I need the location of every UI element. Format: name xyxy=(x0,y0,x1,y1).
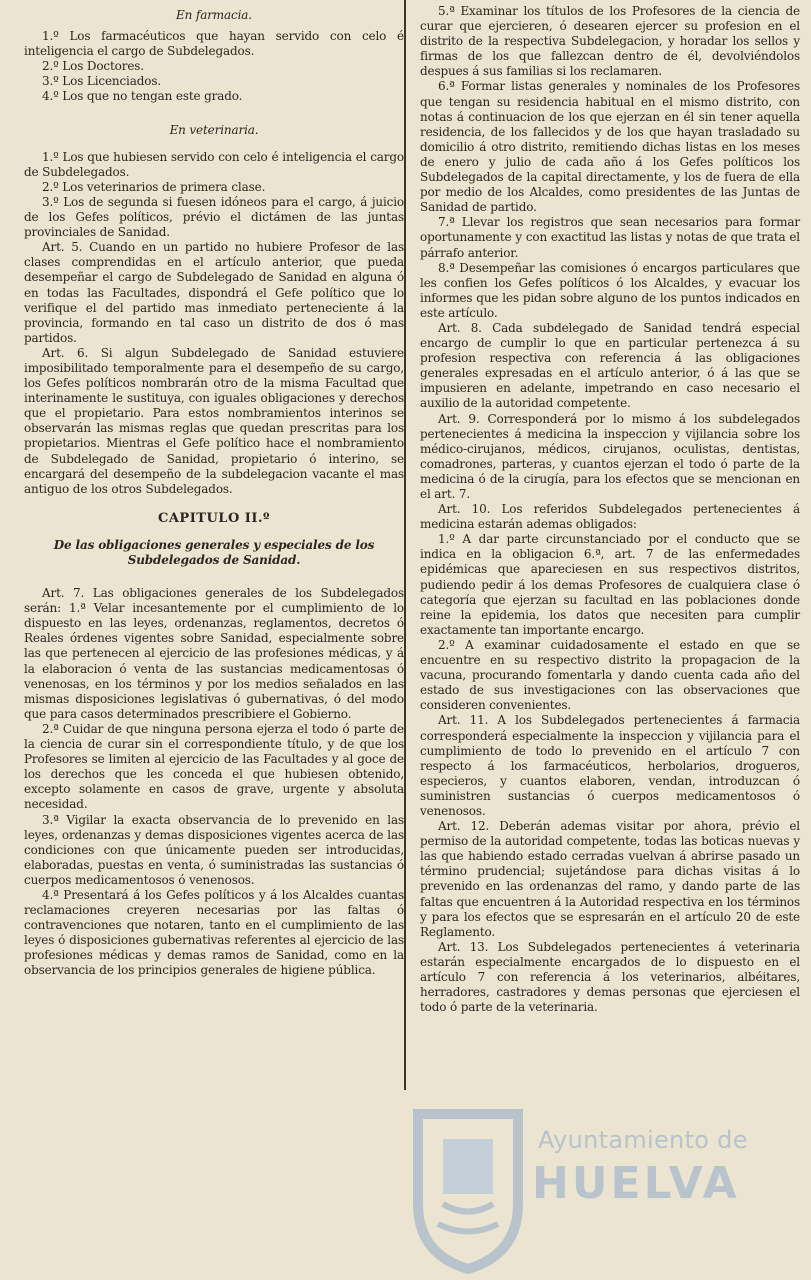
watermark-line-2: HUELVA xyxy=(532,1158,740,1209)
left-column xyxy=(24,4,404,979)
chapter-heading: CAPITULO II.º xyxy=(158,510,270,526)
chapter-subtitle: De las obligaciones generales y especiales de los Subdelegados de Sanidad. xyxy=(53,537,375,567)
article-10-item-1: 1.º A dar parte circunstanciado por el conducto que se indica en la obligacion 6.ª, art. 7 de las enfermedades epidémicas que apareciesen en sus respectivos distritos, pudiendo pedir á los demas Profesores de cualquiera clase ó categoría que ejerzan su facultad en las poblaciones donde reine la epidemia, los datos que necesiten para cumplir exactamente tan importante encargo. xyxy=(420,532,800,637)
article-10-item-2: 2.º A examinar cuidadosamente el estado en que se encuentre en su respectivo distrito la propagacion de la vacuna, procurando fomentarla y dando cuenta cada año del estado de sus investigaciones con las observaciones que consideren convenientes. xyxy=(420,637,800,713)
farmacia-item: 3.º Los Licenciados. xyxy=(42,74,162,89)
column-divider xyxy=(404,0,406,1090)
farmacia-item: 1.º Los farmacéuticos que hayan servido con celo é inteligencia el cargo de Subdelegados. xyxy=(24,29,404,59)
article-9: Art. 9. Corresponderá por lo mismo á los subdelegados pertenecientes á medicina la inspeccion y vijilancia sobre los médico-cirujanos, médicos, cirujanos, oculistas, dentistas, comadrones, parteras, y cuantos ejerzan el todo ó parte de la medicina ó de la cirugía, para los efectos que se mencionan en el art. 7. xyxy=(420,411,800,501)
article-11: Art. 11. A los Subdelegados pertenecientes á farmacia corresponderá especialmente la inspeccion y vijilancia para el cumplimiento de todo lo prevenido en el artículo 7 con respecto á los farmacéuticos, herbolarios, drogueros, especieros, y cuantos elaboren, vendan, introduzcan ó suministren sustancias ó cuerpos medicamentosos ó venenosos. xyxy=(420,713,800,818)
huelva-watermark xyxy=(398,1090,798,1280)
farmacia-heading: En farmacia. xyxy=(176,8,252,22)
article-12: Art. 12. Deberán ademas visitar por ahora, prévio el permiso de la autoridad competente, todas las boticas nuevas y las que habiendo estado cerradas vuelvan á abrirse pasado un término prudencial; sujetándose para dichas visitas á lo prevenido en las ordenanzas del ramo, y dando parte de las faltas que encuentren á la Autoridad respectiva en los términos y para los efectos que se espresarán en el artículo 20 de este Reglamento. xyxy=(420,819,800,939)
article-7-item-2: 2.ª Cuidar de que ninguna persona ejerza el todo ó parte de la ciencia de curar sin el correspondiente título, y de que los Profesores se limiten al ejercicio de las Facultades y al goce de los derechos que les conceda el que hubiesen obtenido, excepto solamente en casos de grave, urgente y absoluta necesidad. xyxy=(24,721,404,812)
watermark-line-1: Ayuntamiento de xyxy=(538,1126,748,1154)
coat-of-arms-icon xyxy=(408,1094,528,1274)
article-7-item-3: 3.ª Vigilar la exacta observancia de lo prevenido en las leyes, ordenanzas y demas disposiciones vigentes acerca de las condiciones con que únicamente pueden ser introducidas, elaboradas, puestas en venta, ó suministradas las sustancias ó cuerpos medicamentosos ó venenosos. xyxy=(24,812,404,887)
article-7-item-7: 7.ª Llevar los registros que sean necesarios para formar oportunamente y con exactitud las listas y notas de que trata el párrafo anterior. xyxy=(420,215,800,260)
veterinaria-heading: En veterinaria. xyxy=(169,122,259,137)
article-6: Art. 6. Si algun Subdelegado de Sanidad estuviere imposibilitado temporalmente para el desempeño de su cargo, los Gefes políticos nombrarán otro de la misma Facultad que interinamente le sustituya, con iguales obligaciones y derechos que el propietario. Para estos nombramientos interinos se observarán las mismas reglas que quedan prescritas para los propietarios. Mientras el Gefe político hace el nombramiento de Subdelegado de Sanidad, propietario ó interino, se encargará del desempeño de la subdelegacion vacante el mas antiguo de los otros Subdelegados. xyxy=(24,345,404,496)
article-7-item-4: 4.ª Presentará á los Gefes políticos y á los Alcaldes cuantas reclamaciones creyeren necesarias por las faltas ó contravenciones que notaren, tanto en el cumplimiento de las leyes ó disposiciones gubernativas referentes al ejercicio de las profesiones médicas y demas ramos de Sanidad, como en la observancia de los principios generales de higiene pública. xyxy=(24,887,404,978)
farmacia-item: 4.º Los que no tengan este grado. xyxy=(42,89,243,104)
veterinaria-item: 1.º Los que hubiesen servido con celo é inteligencia el cargo de Subdelegados. xyxy=(24,149,404,179)
article-5: Art. 5. Cuando en un partido no hubiere Profesor de las clases comprendidas en el artículo anterior, que pueda desempeñar el cargo de Subdelegado de Sanidad en alguna ó en todas las Facultades, dispondrá el Gefe político que lo verifique el del partido mas inmediato perteneciente á la provincia, formando en tal caso un distrito de dos ó mas partidos. xyxy=(24,240,404,345)
article-8: Art. 8. Cada subdelegado de Sanidad tendrá especial encargo de cumplir lo que en particular pertenezca á su profesion respectiva con referencia á las obligaciones generales expresadas en el artículo anterior, ó á las que se impusieren en adelante, impetrando en caso necesario el auxilio de la autoridad competente. xyxy=(420,320,800,411)
right-column xyxy=(420,4,800,1015)
article-7-item-5: 5.ª Examinar los títulos de los Profesores de la ciencia de curar que ejercieren, ó desearen ejercer su profesion en el distrito de la respectiva Subdelegacion, y horadar los sellos y firmas de los que fallezcan dentro de él, devolviéndolos despues á sus familias si los reclamaren. xyxy=(420,4,800,79)
article-7-item-8: 8.ª Desempeñar las comisiones ó encargos particulares que les confien los Gefes políticos ó los Alcaldes, y evacuar los informes que les pidan sobre alguno de los puntos indicados en este artículo. xyxy=(420,260,800,320)
veterinaria-item: 2.º Los veterinarios de primera clase. xyxy=(42,179,266,194)
article-10: Art. 10. Los referidos Subdelegados pertenecientes á medicina estarán ademas obligados: xyxy=(420,502,800,532)
article-7: Art. 7. Las obligaciones generales de los Subdelegados serán: 1.ª Velar incesantemente por el cumplimiento de lo dispuesto en las leyes, ordenanzas, reglamentos, decretos ó Reales órdenes vigentes sobre Sanidad, especialmente sobre las que pertenecen al ejercicio de las profesiones médicas, y á la elaboracion ó venta de las sustancias medicamentosas ó venenosas, en los términos y por los medios señalados en las mismas disposiciones legislativas ó gubernativas, ó del modo que para casos determinados prescribiere el Gobierno. xyxy=(24,586,404,721)
article-13: Art. 13. Los Subdelegados pertenecientes á veterinaria estarán especialmente encargados de lo dispuesto en el artículo 7 con referencia á los veterinarios, albéitares, herradores, castradores y demas personas que ejerciesen el todo ó parte de la veterinaria. xyxy=(420,939,800,1015)
article-7-item-6: 6.ª Formar listas generales y nominales de los Profesores que tengan su residencia habitual en el mismo distrito, con notas á continuacion de los que ejerzan en él sin tener aquella residencia, de los fallecidos y de los que hayan trasladado su domicilio á otro distrito, remitiendo dichas listas en los meses de enero y julio de cada año á los Gefes políticos los Subdelegados de la capital directamente, y los de fuera de ella por medio de los Alcaldes, como presidentes de las Juntas de Sanidad de partido. xyxy=(420,79,800,215)
veterinaria-item: 3.º Los de segunda si fuesen idóneos para el cargo, á juicio de los Gefes políticos, prévio el dictámen de las juntas provinciales de Sanidad. xyxy=(24,194,404,240)
farmacia-item: 2.º Los Doctores. xyxy=(42,59,144,74)
